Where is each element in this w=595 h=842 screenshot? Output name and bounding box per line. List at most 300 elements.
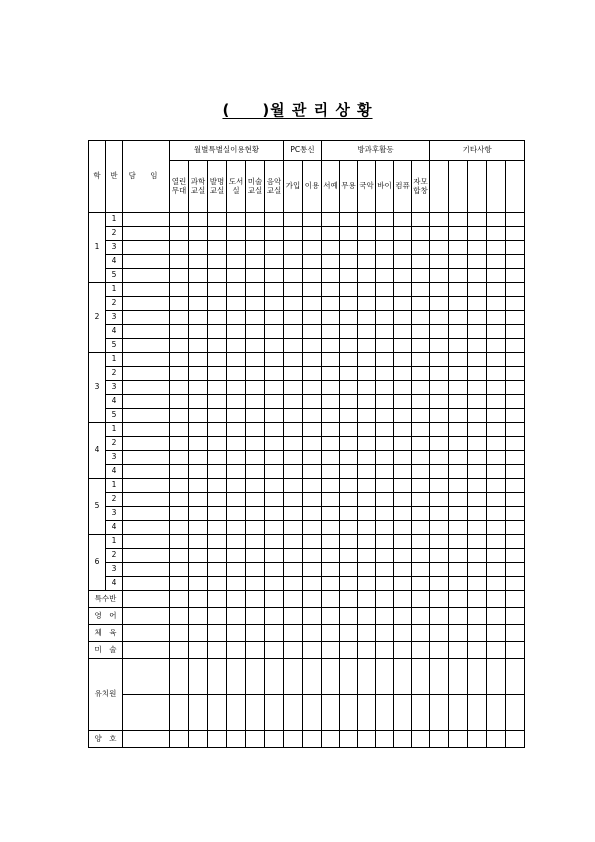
table-cell[interactable]: [246, 535, 265, 549]
table-cell[interactable]: [394, 479, 412, 493]
table-cell[interactable]: [123, 325, 170, 339]
table-cell[interactable]: [265, 241, 284, 255]
table-cell[interactable]: [394, 311, 412, 325]
table-cell[interactable]: [487, 325, 506, 339]
table-cell[interactable]: [170, 659, 189, 695]
table-cell[interactable]: [358, 311, 376, 325]
table-cell[interactable]: [449, 549, 468, 563]
table-cell[interactable]: [487, 395, 506, 409]
table-cell[interactable]: [430, 297, 449, 311]
table-cell[interactable]: [303, 255, 322, 269]
table-cell[interactable]: [303, 213, 322, 227]
table-cell[interactable]: [487, 339, 506, 353]
table-cell[interactable]: [430, 339, 449, 353]
table-cell[interactable]: [468, 695, 487, 731]
table-cell[interactable]: [394, 227, 412, 241]
table-cell[interactable]: [412, 659, 430, 695]
table-cell[interactable]: [412, 535, 430, 549]
table-cell[interactable]: [449, 395, 468, 409]
table-cell[interactable]: [322, 451, 340, 465]
table-cell[interactable]: [208, 535, 227, 549]
table-cell[interactable]: [265, 535, 284, 549]
table-cell[interactable]: [208, 367, 227, 381]
table-cell[interactable]: [468, 381, 487, 395]
table-cell[interactable]: [322, 283, 340, 297]
table-cell[interactable]: [246, 549, 265, 563]
table-cell[interactable]: [358, 535, 376, 549]
table-cell[interactable]: [246, 507, 265, 521]
table-cell[interactable]: [123, 297, 170, 311]
table-cell[interactable]: [376, 642, 394, 659]
table-cell[interactable]: [412, 493, 430, 507]
table-cell[interactable]: [376, 241, 394, 255]
table-cell[interactable]: [189, 577, 208, 591]
table-cell[interactable]: [208, 659, 227, 695]
table-cell[interactable]: [358, 577, 376, 591]
table-cell[interactable]: [322, 255, 340, 269]
table-cell[interactable]: [468, 227, 487, 241]
table-cell[interactable]: [284, 409, 303, 423]
table-cell[interactable]: [170, 409, 189, 423]
table-cell[interactable]: [449, 479, 468, 493]
table-cell[interactable]: [412, 731, 430, 748]
table-cell[interactable]: [506, 608, 525, 625]
table-cell[interactable]: [487, 353, 506, 367]
table-cell[interactable]: [246, 241, 265, 255]
table-cell[interactable]: [358, 625, 376, 642]
table-cell[interactable]: [394, 625, 412, 642]
table-cell[interactable]: [265, 479, 284, 493]
table-cell[interactable]: [265, 608, 284, 625]
table-cell[interactable]: [340, 731, 358, 748]
table-cell[interactable]: [265, 465, 284, 479]
table-cell[interactable]: [208, 507, 227, 521]
table-cell[interactable]: [303, 549, 322, 563]
table-cell[interactable]: [123, 521, 170, 535]
table-cell[interactable]: [468, 339, 487, 353]
table-cell[interactable]: [412, 465, 430, 479]
table-cell[interactable]: [487, 381, 506, 395]
table-cell[interactable]: [394, 255, 412, 269]
table-cell[interactable]: [487, 367, 506, 381]
table-cell[interactable]: [376, 451, 394, 465]
table-cell[interactable]: [208, 437, 227, 451]
table-cell[interactable]: [358, 227, 376, 241]
table-cell[interactable]: [340, 325, 358, 339]
table-cell[interactable]: [468, 577, 487, 591]
table-cell[interactable]: [358, 409, 376, 423]
table-cell[interactable]: [227, 437, 246, 451]
table-cell[interactable]: [303, 465, 322, 479]
table-cell[interactable]: [376, 465, 394, 479]
table-cell[interactable]: [189, 479, 208, 493]
table-cell[interactable]: [123, 608, 170, 625]
table-cell[interactable]: [487, 577, 506, 591]
table-cell[interactable]: [376, 409, 394, 423]
table-cell[interactable]: [265, 395, 284, 409]
table-cell[interactable]: [227, 659, 246, 695]
table-cell[interactable]: [123, 642, 170, 659]
table-cell[interactable]: [430, 563, 449, 577]
table-cell[interactable]: [412, 297, 430, 311]
table-cell[interactable]: [468, 395, 487, 409]
table-cell[interactable]: [322, 625, 340, 642]
table-cell[interactable]: [123, 241, 170, 255]
table-cell[interactable]: [506, 311, 525, 325]
table-cell[interactable]: [358, 297, 376, 311]
table-cell[interactable]: [358, 367, 376, 381]
table-cell[interactable]: [487, 479, 506, 493]
table-cell[interactable]: [246, 325, 265, 339]
table-cell[interactable]: [170, 451, 189, 465]
table-cell[interactable]: [506, 227, 525, 241]
table-cell[interactable]: [246, 577, 265, 591]
table-cell[interactable]: [227, 521, 246, 535]
table-cell[interactable]: [340, 213, 358, 227]
table-cell[interactable]: [189, 608, 208, 625]
table-cell[interactable]: [468, 437, 487, 451]
table-cell[interactable]: [412, 563, 430, 577]
table-cell[interactable]: [227, 367, 246, 381]
table-cell[interactable]: [487, 642, 506, 659]
table-cell[interactable]: [284, 731, 303, 748]
table-cell[interactable]: [506, 255, 525, 269]
table-cell[interactable]: [227, 549, 246, 563]
table-cell[interactable]: [376, 353, 394, 367]
table-cell[interactable]: [284, 608, 303, 625]
table-cell[interactable]: [394, 423, 412, 437]
table-cell[interactable]: [227, 381, 246, 395]
table-cell[interactable]: [265, 695, 284, 731]
table-cell[interactable]: [322, 381, 340, 395]
table-cell[interactable]: [394, 381, 412, 395]
table-cell[interactable]: [303, 535, 322, 549]
table-cell[interactable]: [208, 227, 227, 241]
table-cell[interactable]: [322, 563, 340, 577]
table-cell[interactable]: [123, 423, 170, 437]
table-cell[interactable]: [246, 409, 265, 423]
table-cell[interactable]: [284, 563, 303, 577]
table-cell[interactable]: [468, 507, 487, 521]
table-cell[interactable]: [189, 213, 208, 227]
table-cell[interactable]: [170, 325, 189, 339]
table-cell[interactable]: [358, 325, 376, 339]
table-cell[interactable]: [265, 409, 284, 423]
table-cell[interactable]: [430, 465, 449, 479]
table-cell[interactable]: [265, 437, 284, 451]
table-cell[interactable]: [189, 255, 208, 269]
table-cell[interactable]: [265, 549, 284, 563]
table-cell[interactable]: [208, 731, 227, 748]
table-cell[interactable]: [468, 625, 487, 642]
table-cell[interactable]: [506, 591, 525, 608]
table-cell[interactable]: [430, 731, 449, 748]
table-cell[interactable]: [487, 563, 506, 577]
table-cell[interactable]: [246, 642, 265, 659]
table-cell[interactable]: [468, 423, 487, 437]
table-cell[interactable]: [227, 255, 246, 269]
table-cell[interactable]: [340, 381, 358, 395]
table-cell[interactable]: [284, 451, 303, 465]
table-cell[interactable]: [284, 395, 303, 409]
table-cell[interactable]: [340, 577, 358, 591]
table-cell[interactable]: [123, 269, 170, 283]
table-cell[interactable]: [376, 423, 394, 437]
table-cell[interactable]: [265, 423, 284, 437]
table-cell[interactable]: [322, 269, 340, 283]
table-cell[interactable]: [322, 642, 340, 659]
table-cell[interactable]: [170, 642, 189, 659]
table-cell[interactable]: [449, 465, 468, 479]
table-cell[interactable]: [123, 479, 170, 493]
table-cell[interactable]: [123, 625, 170, 642]
table-cell[interactable]: [189, 451, 208, 465]
table-cell[interactable]: [412, 549, 430, 563]
table-cell[interactable]: [284, 339, 303, 353]
table-cell[interactable]: [358, 563, 376, 577]
table-cell[interactable]: [376, 577, 394, 591]
table-cell[interactable]: [284, 659, 303, 695]
table-cell[interactable]: [358, 353, 376, 367]
table-cell[interactable]: [358, 437, 376, 451]
table-cell[interactable]: [449, 255, 468, 269]
table-cell[interactable]: [170, 465, 189, 479]
table-cell[interactable]: [123, 465, 170, 479]
table-cell[interactable]: [303, 659, 322, 695]
table-cell[interactable]: [376, 297, 394, 311]
table-cell[interactable]: [394, 608, 412, 625]
table-cell[interactable]: [394, 353, 412, 367]
table-cell[interactable]: [449, 608, 468, 625]
table-cell[interactable]: [340, 695, 358, 731]
table-cell[interactable]: [430, 608, 449, 625]
table-cell[interactable]: [430, 451, 449, 465]
table-cell[interactable]: [322, 395, 340, 409]
table-cell[interactable]: [468, 591, 487, 608]
table-cell[interactable]: [284, 437, 303, 451]
table-cell[interactable]: [506, 493, 525, 507]
table-cell[interactable]: [412, 283, 430, 297]
table-cell[interactable]: [227, 227, 246, 241]
table-cell[interactable]: [412, 642, 430, 659]
table-cell[interactable]: [487, 409, 506, 423]
table-cell[interactable]: [358, 731, 376, 748]
table-cell[interactable]: [284, 591, 303, 608]
table-cell[interactable]: [506, 395, 525, 409]
table-cell[interactable]: [123, 311, 170, 325]
table-cell[interactable]: [284, 297, 303, 311]
table-cell[interactable]: [303, 563, 322, 577]
table-cell[interactable]: [506, 731, 525, 748]
table-cell[interactable]: [376, 549, 394, 563]
table-cell[interactable]: [227, 642, 246, 659]
table-cell[interactable]: [123, 367, 170, 381]
table-cell[interactable]: [303, 479, 322, 493]
table-cell[interactable]: [246, 563, 265, 577]
table-cell[interactable]: [358, 591, 376, 608]
table-cell[interactable]: [246, 423, 265, 437]
table-cell[interactable]: [358, 451, 376, 465]
table-cell[interactable]: [449, 695, 468, 731]
table-cell[interactable]: [246, 227, 265, 241]
table-cell[interactable]: [170, 591, 189, 608]
table-cell[interactable]: [340, 311, 358, 325]
table-cell[interactable]: [394, 367, 412, 381]
table-cell[interactable]: [170, 283, 189, 297]
table-cell[interactable]: [265, 283, 284, 297]
table-cell[interactable]: [468, 521, 487, 535]
table-cell[interactable]: [227, 625, 246, 642]
table-cell[interactable]: [123, 283, 170, 297]
table-cell[interactable]: [376, 591, 394, 608]
table-cell[interactable]: [322, 213, 340, 227]
table-cell[interactable]: [468, 563, 487, 577]
table-cell[interactable]: [449, 297, 468, 311]
table-cell[interactable]: [376, 507, 394, 521]
table-cell[interactable]: [358, 465, 376, 479]
table-cell[interactable]: [358, 695, 376, 731]
table-cell[interactable]: [246, 353, 265, 367]
table-cell[interactable]: [468, 659, 487, 695]
table-cell[interactable]: [284, 353, 303, 367]
table-cell[interactable]: [412, 213, 430, 227]
table-cell[interactable]: [340, 479, 358, 493]
table-cell[interactable]: [189, 521, 208, 535]
table-cell[interactable]: [322, 731, 340, 748]
table-cell[interactable]: [340, 423, 358, 437]
table-cell[interactable]: [506, 241, 525, 255]
table-cell[interactable]: [412, 479, 430, 493]
table-cell[interactable]: [340, 283, 358, 297]
table-cell[interactable]: [358, 507, 376, 521]
table-cell[interactable]: [468, 465, 487, 479]
table-cell[interactable]: [358, 479, 376, 493]
table-cell[interactable]: [227, 731, 246, 748]
table-cell[interactable]: [246, 437, 265, 451]
table-cell[interactable]: [340, 608, 358, 625]
table-cell[interactable]: [227, 311, 246, 325]
table-cell[interactable]: [303, 608, 322, 625]
table-cell[interactable]: [358, 269, 376, 283]
table-cell[interactable]: [487, 213, 506, 227]
table-cell[interactable]: [394, 395, 412, 409]
table-cell[interactable]: [303, 227, 322, 241]
table-cell[interactable]: [449, 577, 468, 591]
table-cell[interactable]: [322, 423, 340, 437]
table-cell[interactable]: [227, 409, 246, 423]
table-cell[interactable]: [208, 465, 227, 479]
table-cell[interactable]: [394, 325, 412, 339]
table-cell[interactable]: [246, 269, 265, 283]
table-cell[interactable]: [394, 269, 412, 283]
table-cell[interactable]: [265, 311, 284, 325]
table-cell[interactable]: [227, 423, 246, 437]
table-cell[interactable]: [322, 465, 340, 479]
table-cell[interactable]: [506, 297, 525, 311]
table-cell[interactable]: [340, 625, 358, 642]
table-cell[interactable]: [487, 659, 506, 695]
table-cell[interactable]: [123, 213, 170, 227]
table-cell[interactable]: [487, 241, 506, 255]
table-cell[interactable]: [246, 695, 265, 731]
table-cell[interactable]: [189, 423, 208, 437]
table-cell[interactable]: [170, 507, 189, 521]
table-cell[interactable]: [394, 283, 412, 297]
table-cell[interactable]: [246, 213, 265, 227]
table-cell[interactable]: [412, 269, 430, 283]
table-cell[interactable]: [265, 339, 284, 353]
table-cell[interactable]: [487, 227, 506, 241]
table-cell[interactable]: [227, 241, 246, 255]
table-cell[interactable]: [265, 659, 284, 695]
table-cell[interactable]: [189, 381, 208, 395]
table-cell[interactable]: [506, 659, 525, 695]
table-cell[interactable]: [506, 269, 525, 283]
table-cell[interactable]: [284, 367, 303, 381]
table-cell[interactable]: [430, 493, 449, 507]
table-cell[interactable]: [487, 255, 506, 269]
table-cell[interactable]: [468, 451, 487, 465]
table-cell[interactable]: [376, 659, 394, 695]
table-cell[interactable]: [430, 283, 449, 297]
table-cell[interactable]: [412, 451, 430, 465]
table-cell[interactable]: [394, 521, 412, 535]
table-cell[interactable]: [487, 423, 506, 437]
table-cell[interactable]: [227, 507, 246, 521]
table-cell[interactable]: [246, 521, 265, 535]
table-cell[interactable]: [170, 577, 189, 591]
table-cell[interactable]: [189, 437, 208, 451]
table-cell[interactable]: [246, 395, 265, 409]
table-cell[interactable]: [487, 521, 506, 535]
table-cell[interactable]: [430, 367, 449, 381]
table-cell[interactable]: [246, 451, 265, 465]
table-cell[interactable]: [449, 642, 468, 659]
table-cell[interactable]: [322, 521, 340, 535]
table-cell[interactable]: [358, 395, 376, 409]
table-cell[interactable]: [265, 367, 284, 381]
table-cell[interactable]: [358, 381, 376, 395]
table-cell[interactable]: [123, 437, 170, 451]
table-cell[interactable]: [449, 731, 468, 748]
table-cell[interactable]: [430, 507, 449, 521]
table-cell[interactable]: [303, 577, 322, 591]
table-cell[interactable]: [394, 695, 412, 731]
table-cell[interactable]: [376, 367, 394, 381]
table-cell[interactable]: [394, 437, 412, 451]
table-cell[interactable]: [430, 521, 449, 535]
table-cell[interactable]: [265, 353, 284, 367]
table-cell[interactable]: [449, 283, 468, 297]
table-cell[interactable]: [358, 241, 376, 255]
table-cell[interactable]: [340, 521, 358, 535]
table-cell[interactable]: [284, 255, 303, 269]
table-cell[interactable]: [449, 311, 468, 325]
table-cell[interactable]: [303, 642, 322, 659]
table-cell[interactable]: [265, 521, 284, 535]
table-cell[interactable]: [170, 297, 189, 311]
table-cell[interactable]: [340, 409, 358, 423]
table-cell[interactable]: [246, 465, 265, 479]
table-cell[interactable]: [265, 563, 284, 577]
table-cell[interactable]: [265, 451, 284, 465]
table-cell[interactable]: [170, 255, 189, 269]
table-cell[interactable]: [227, 339, 246, 353]
table-cell[interactable]: [340, 507, 358, 521]
table-cell[interactable]: [303, 283, 322, 297]
table-cell[interactable]: [468, 269, 487, 283]
table-cell[interactable]: [449, 269, 468, 283]
